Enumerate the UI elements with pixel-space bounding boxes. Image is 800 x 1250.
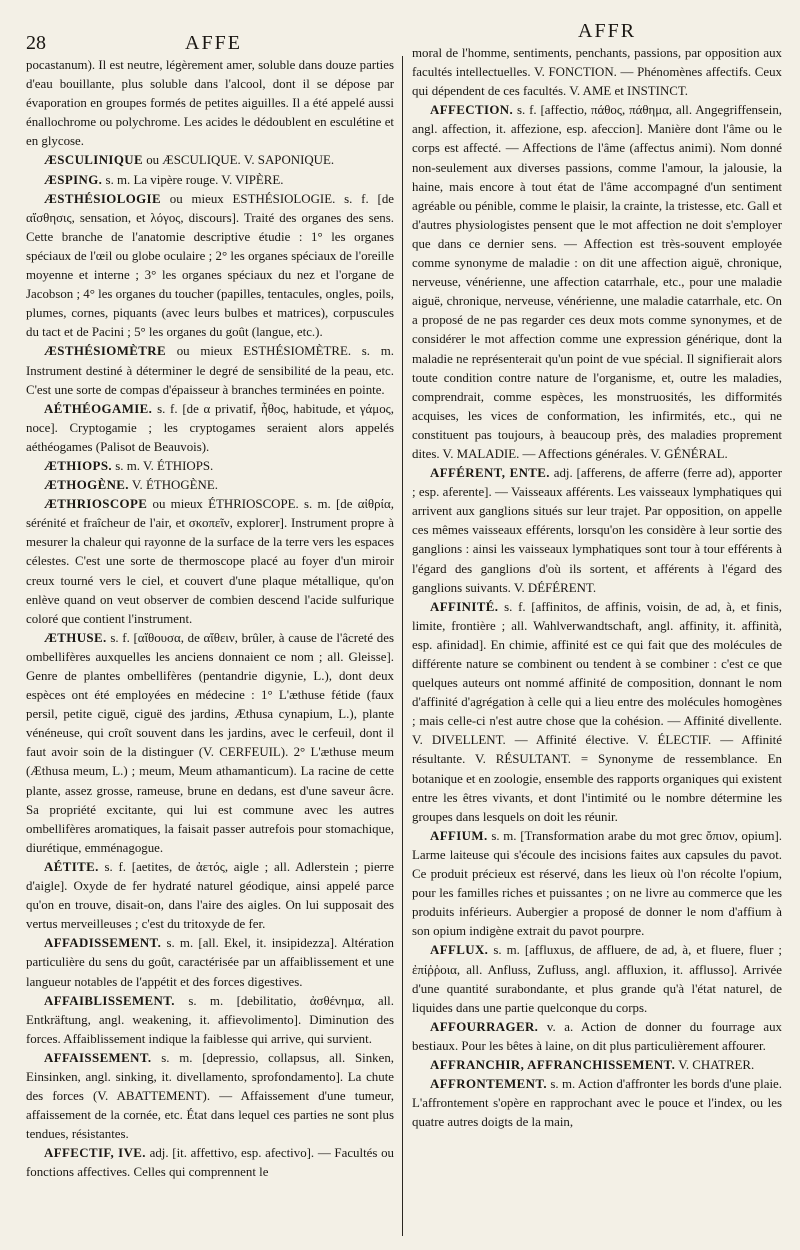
column-rule — [402, 56, 403, 1236]
entry-headword: AFFECTION. — [430, 103, 514, 118]
dictionary-entry — [26, 190, 394, 343]
dictionary-entry — [26, 56, 394, 151]
entry-text: s. f. [de α privatif, ἦθος, habitude, et γάμος, noce]. Cryptogamie ; les cryptogames seraient alors appelés aéthéogames (Palisot de Beauvois). — [26, 401, 394, 454]
entry-headword: AFFECTIF, IVE. — [44, 1146, 146, 1161]
entry-text: adj. [it. affettivo, esp. afectivo]. — Facultés ou fonctions affectives. Celles qui comprennent le — [26, 1146, 394, 1180]
entry-headword: AFFRANCHIR, AFFRANCHISSEMENT. — [430, 1057, 676, 1072]
dictionary-entry — [412, 1075, 782, 1132]
dictionary-entry — [26, 342, 394, 399]
entry-headword: ÆTHOGÈNE. — [44, 478, 129, 493]
entry-text: s. f. [affectio, πάθος, πάθημα, all. Angegriffensein, angl. affection, it. affezione, esp. afeccion]. Manière dont l'âme ou le corps est affecté. — Affections de l'âme (affectus animi). Nom donné non-seulement aux diverses passions, comme l'amour, la jalousie, la haine, mais encore à tout état de l'âme accompagné d'un sentiment agréable ou pénible, comme le plaisir, la crainte, la tristesse, etc. Gall et d'autres physiologistes pensent que le mot affection ne doit s'employer que dans ce dernier sens. — Affection est très-souvent employée comme synonyme de maladie : on dit une affection aiguë, chronique, nerveuse, vénérienne, une affection catarrhale, etc., pour une maladie aiguë, chronique, nerveuse, vénérienne, une maladie catarrhale, etc. On a proposé de ne pas regarder ces deux mots comme synonymes, et de considérer le mot affection comme une expression générique, dont la maladie ne représenterait qu'un point de vue spécial. Il signifierait alors toute condition contre nature de l'organisme, et, outre les maladies, comprendrait, comme espèces, les monstruosités, les difformités acquises, les vices de conformation, les infirmités, etc., qui ne constituent pas toujours, à beaucoup près, des maladies proprement dites. V. MALADIE. — Affections générales. V. GÉNÉRAL. — [412, 103, 782, 461]
dictionary-entry — [26, 1049, 394, 1144]
entry-text: V. ÉTHOGÈNE. — [131, 478, 218, 493]
dictionary-entry — [26, 934, 394, 991]
dictionary-entry — [26, 476, 394, 495]
entry-text: s. m. [all. Ekel, it. insipidezza]. Altération particulière du sens du goût, caractérisée par un affaiblissement et une langueur notables de l'appétit et des forces digestives. — [26, 936, 394, 989]
entry-headword: AFFAIBLISSEMENT. — [44, 993, 175, 1008]
dictionary-entry — [26, 400, 394, 457]
entry-headword: AFFÉRENT, ENTE. — [430, 466, 550, 481]
entry-text: ou mieux ESTHÉSIOLOGIE. s. f. [de αἴσθησις, sensation, et λόγος, discours]. Traité des organes des sens. Cette branche de l'anatomie descriptive étudie : 1° les organes spéciaux de l'œil ou globe oculaire ; 2° les organes spéciaux de l'oreille moyenne et interne ; 3° les organes spéciaux du nez et l'organe de Jacobson ; 4° les organes du toucher (papilles, tentacules, ongles, poils, plumes, cornes, piquants (avec leurs bulbes et matrices), corpuscules du tact et de Pacini ; 5° les organes du goût (langue, etc.). — [26, 191, 394, 340]
left-running-head: AFFE — [185, 32, 242, 54]
entry-text: ou mieux ESTHÉSIOMÈTRE. s. m. Instrument destiné à déterminer le degré de sensibilité de la peau, etc. C'est une sorte de compas d'épaisseur à branches terminées en pointe. — [26, 344, 394, 397]
dictionary-entry — [412, 44, 782, 101]
entry-headword: ÆSPING. — [44, 172, 103, 187]
entry-text: V. CHATRER. — [678, 1057, 755, 1072]
entry-headword: AFFADISSEMENT. — [44, 936, 162, 951]
entry-headword: AFFRONTEMENT. — [430, 1077, 548, 1092]
entry-text: s. m. Action d'affronter les bords d'une plaie. L'affrontement s'opère en rapprochant avec le pouce et l'index, ou les quatre autres doigts de la main, — [412, 1077, 782, 1130]
dictionary-entry — [412, 1018, 782, 1056]
dictionary-entry — [26, 629, 394, 858]
entry-text: moral de l'homme, sentiments, penchants, passions, par opposition aux facultés intellectuelles. V. FONCTION. — Phénomènes affectifs. Ceux qui dépendent de ces facultés. V. AME et INSTINCT. — [412, 46, 782, 99]
entry-text: s. f. [αἴθουσα, de αἴθειν, brûler, à cause de l'âcreté des ombellifères auxquelles les anciens donnaient ce nom ; all. Gleisse]. Genre de plantes ombellifères (pentandrie digynie, L.), dont deux espèces ont été employées en médecine : 1° L'æthuse fétide (faux persil, petite ciguë, ciguë des jardins, Æthusa cynapium, L.), plante vénéneuse, qui croît souvent dans les jardins, avec le cerfeuil, dont il faut avoir soin de la distinguer (V. CERFEUIL). 2° L'æthuse meum (Æthusa meum, L.) ; meum, Meum athamanticum). La racine de cette plante, assez grosse, rameuse, brune en dedans, est d'une saveur âcre. Sa propriété excitante, qui lui est commune avec les autres ombellifères aromatiques, la faisait passer autrefois pour stomachique, diurétique, emménagogue. — [26, 630, 394, 855]
dictionary-entry — [412, 598, 782, 827]
dictionary-entry — [26, 495, 394, 629]
dictionary-entry — [26, 151, 394, 170]
dictionary-entry — [26, 1144, 394, 1182]
entry-headword: AFFINITÉ. — [430, 599, 499, 614]
entry-headword: ÆSCULINIQUE — [44, 153, 143, 168]
entry-text: ou mieux ÉTHRIOSCOPE. s. m. [de αἰθρία, sérénité et fraîcheur de l'air, et σκοπεῖν, explorer]. Instrument propre à mesurer la chaleur qui rayonne de la surface de la terre vers les espaces célestes. C'est une sorte de thermoscope placé au foyer d'un miroir creux tourné vers le ciel, et couvert d'une plaque métallique, qu'on enlève quand on veut observer de combien descend l'acide sulfurique coloré que contient l'instrument. — [26, 497, 394, 626]
entry-text: pocastanum). Il est neutre, légèrement amer, soluble dans douze parties d'eau bouillante, plus soluble dans l'alcool, dont il se dépose par évaporation en groupes formés de petites aiguilles. Il a été appelé aussi énallochrome ou polychrome. Les acides le dédoublent en esculétine et en glycose. — [26, 58, 394, 149]
left-column — [26, 56, 394, 1246]
entry-headword: AFFAISSEMENT. — [44, 1050, 152, 1065]
entry-text: s. m. [affluxus, de affluere, de ad, à, et fluere, fluer ; ἐπίῤῥοια, all. Anfluss, Zufluss, angl. affluxion, it. afflusso]. Arrivée d'une quantité surabondante, et plus grande qu'à l'état naturel, de liquides dans une partie quelconque du corps. — [412, 943, 782, 1015]
entry-headword: AÉTHÉOGAMIE. — [44, 401, 153, 416]
dictionary-entry — [412, 464, 782, 598]
entry-headword: ÆTHUSE. — [44, 630, 107, 645]
dictionary-entry — [26, 457, 394, 476]
entry-text: s. m. [depressio, collapsus, all. Sinken, Einsinken, angl. sinking, it. divellamento, sprofondamento]. La chute des forces (V. ABATTEMENT). — Affaissement d'une tumeur, affaissement de la cornée, etc. État dans lequel ces parties ne sont plus tendues, résistantes. — [26, 1050, 394, 1142]
dictionary-entry — [412, 827, 782, 942]
dictionary-entry — [26, 992, 394, 1049]
entry-text: ou ÆSCULIQUE. V. SAPONIQUE. — [146, 153, 335, 168]
entry-headword: AÉTITE. — [44, 859, 99, 874]
entry-text: v. a. Action de donner du fourrage aux bestiaux. Pour les bêtes à laine, on dit plus particulièrement affourer. — [412, 1019, 782, 1053]
entry-headword: ÆSTHÉSIOLOGIE — [44, 191, 161, 206]
entry-headword: AFFLUX. — [430, 943, 489, 958]
entry-text: s. m. [Transformation arabe du mot grec ὄπιον, opium]. Larme laiteuse qui s'écoule des incisions faites aux capsules du pavot. Ce produit précieux est réservé, dans les lieux où l'on récolte l'opium, pour les familles riches et puissantes ; on ne livre au commerce que les produits inférieurs. Aubergier a proposé de donner le nom d'affium à son opium indigène extrait du pavot pourpre. — [412, 828, 782, 939]
right-column — [412, 44, 782, 1234]
entry-text: s. m. La vipère rouge. V. VIPÈRE. — [105, 172, 284, 187]
entry-text: s. m. V. ÉTHIOPS. — [115, 458, 214, 473]
dictionary-entry — [412, 941, 782, 1017]
entry-headword: ÆTHRIOSCOPE — [44, 497, 148, 512]
entry-headword: ÆSTHÉSIOMÈTRE — [44, 344, 166, 359]
dictionary-entry — [26, 171, 394, 190]
page-number: 28 — [26, 32, 46, 54]
entry-headword: ÆTHIOPS. — [44, 458, 113, 473]
dictionary-entry — [412, 101, 782, 464]
dictionary-entry — [26, 858, 394, 934]
entry-text: adj. [afferens, de afferre (ferre ad), apporter ; esp. aferente]. — Vaisseaux afférents. Les vaisseaux lymphatiques qui arrivent aux ganglions situés sur leur trajet. Par opposition, on appelle ces mêmes vaisseaux efférents, lorsqu'on les considère à leur sortie des ganglions : ainsi les vaisseaux lymphatiques sont tour à tour efférents à l'égard des ganglions d'où ils sortent, et afférents à l'égard des ganglions suivants. V. DÉFÉRENT. — [412, 466, 782, 595]
entry-text: s. m. [debilitatio, ἀσθένημα, all. Entkräftung, angl. weakening, it. affievolimento]. Diminution des forces. Affaiblissement indique la faiblesse qui arrive, qui survient. — [26, 993, 394, 1046]
dictionary-entry — [412, 1056, 782, 1075]
entry-headword: AFFIUM. — [430, 828, 488, 843]
entry-text: s. f. [aetites, de ἀετός, aigle ; all. Adlerstein ; pierre d'aigle]. Oxyde de fer hydraté naturel géodique, ainsi appelé parce qu'on en trouve, disait-on, dans l'aire des aigles. On lui supposait des vertus merveilleuses ; c'est du tritoxyde de fer. — [26, 859, 394, 932]
entry-text: s. f. [affinitos, de affinis, voisin, de ad, à, et finis, limite, frontière ; all. Wahlverwandtschaft, angl. affinity, it. affinità, esp. afinidad]. En chimie, affinité est ce qui fait que des molécules de différente nature se combinent ou tendent à se combiner : c'est ce que quelques auteurs ont nommé affinité de composition, donnant le nom d'affinité d'agrégation à celle qui a lieu entre des molécules homogènes ; mais celle-ci n'est autre chose que la cohésion. — Affinité divellente. V. DIVELLENT. — Affinité élective. V. ÉLECTIF. — Affinité résultante. V. RÉSULTANT. = Synonyme de ressemblance. En botanique et en zoologie, ensemble des rapports organiques qui existent entre les êtres vivants, et dont l'intimité ou le nombre détermine les groupes dans lesquels on doit les réunir. — [412, 599, 782, 824]
right-running-head: AFFR — [578, 20, 637, 42]
entry-headword: AFFOURRAGER. — [430, 1019, 539, 1034]
